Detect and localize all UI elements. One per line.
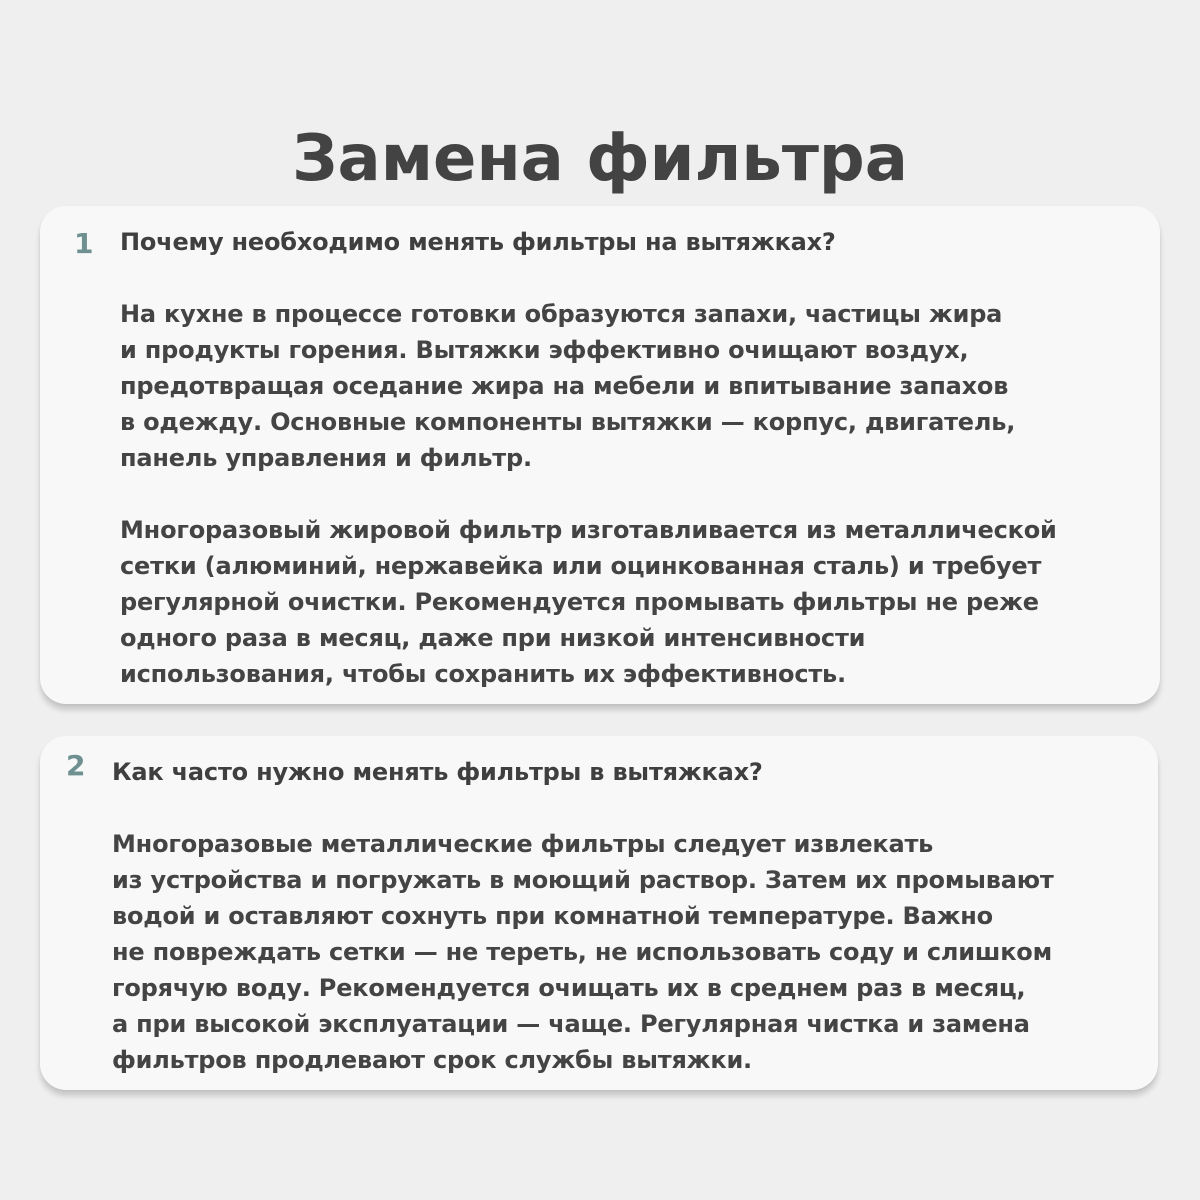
text-line: Многоразовый жировой фильтр изготавливается из металлической <box>120 516 1057 544</box>
faq-card-1-body <box>120 224 1140 692</box>
faq-answer-1-paragraph-1 <box>120 296 1140 476</box>
text-line: На кухне в процессе готовки образуются запахи, частицы жира <box>120 300 1003 328</box>
faq-card-2 <box>40 736 1158 1090</box>
text-line: использования, чтобы сохранить их эффективность. <box>120 660 846 688</box>
faq-answer-1-paragraph-2 <box>120 512 1140 692</box>
faq-answer-2-paragraph-1 <box>112 826 1142 1078</box>
text-line: из устройства и погружать в моющий раствор. Затем их промывают <box>112 866 1054 894</box>
faq-number-2: 2 <box>66 749 86 782</box>
text-line: фильтров продлевают срок службы вытяжки. <box>112 1046 752 1074</box>
text-line: в одежду. Основные компоненты вытяжки — корпус, двигатель, <box>120 408 1016 436</box>
faq-question-2: Как часто нужно менять фильтры в вытяжках? <box>112 758 763 786</box>
faq-number-1: 1 <box>74 227 94 260</box>
text-line: регулярной очистки. Рекомендуется промывать фильтры не реже <box>120 588 1039 616</box>
text-line: и продукты горения. Вытяжки эффективно очищают воздух, <box>120 336 969 364</box>
text-line: сетки (алюминий, нержавейка или оцинкованная сталь) и требует <box>120 552 1042 580</box>
text-line: горячую воду. Рекомендуется очищать их в среднем раз в месяц, <box>112 974 1026 1002</box>
text-line: Многоразовые металлические фильтры следует извлекать <box>112 830 934 858</box>
text-line: панель управления и фильтр. <box>120 444 532 472</box>
faq-card-2-body <box>112 754 1142 1078</box>
page-title: Замена фильтра <box>292 121 908 196</box>
text-line: предотвращая оседание жира на мебели и впитывание запахов <box>120 372 1009 400</box>
faq-question-1: Почему необходимо менять фильтры на вытяжках? <box>120 228 836 256</box>
text-line: водой и оставляют сохнуть при комнатной температуре. Важно <box>112 902 993 930</box>
text-line: не повреждать сетки — не тереть, не использовать соду и слишком <box>112 938 1052 966</box>
text-line: одного раза в месяц, даже при низкой интенсивности <box>120 624 866 652</box>
faq-card-1 <box>40 206 1160 704</box>
text-line: а при высокой эксплуатации — чаще. Регулярная чистка и замена <box>112 1010 1030 1038</box>
